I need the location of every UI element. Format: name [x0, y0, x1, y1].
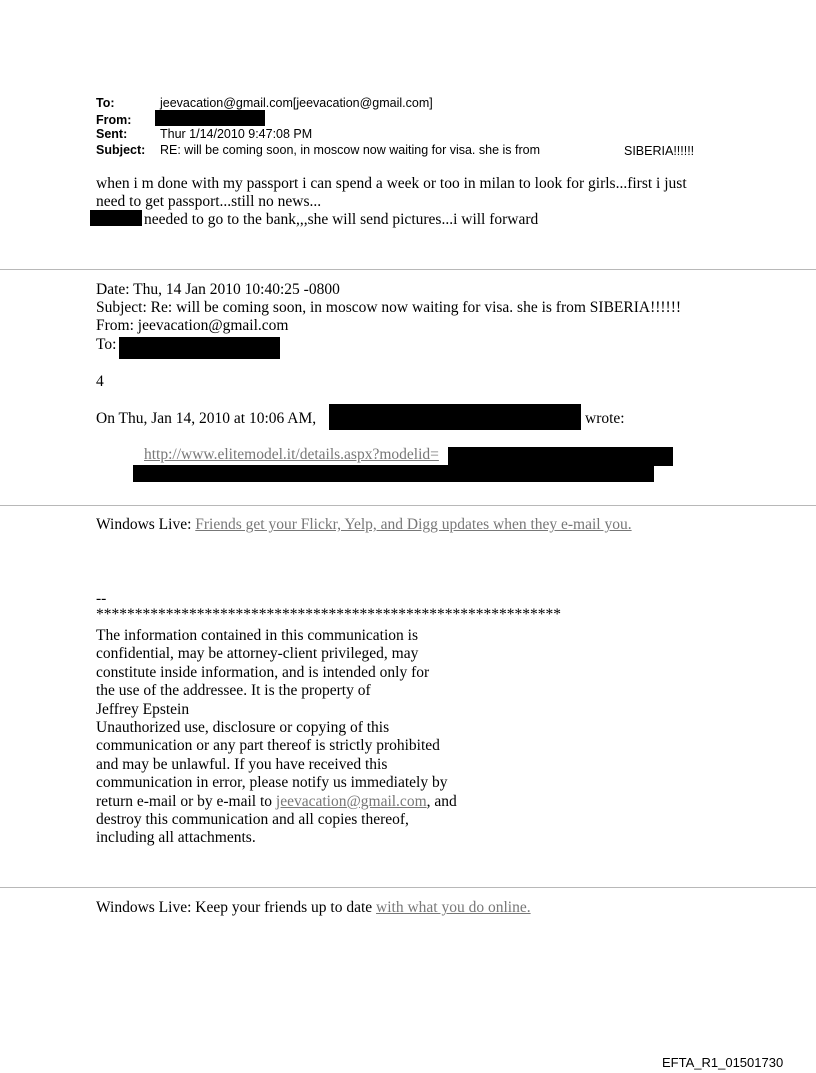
signature-stars: ************************************************************	[96, 606, 561, 623]
link-redaction-1	[448, 447, 673, 466]
windows-live-footer-1	[96, 516, 632, 534]
disclaimer-line: constitute inside information, and is intended only for	[96, 663, 430, 681]
disclaimer-line: The information contained in this communication is	[96, 627, 418, 644]
sender-redaction	[329, 404, 581, 430]
return-suffix: , and	[426, 792, 457, 810]
disclaimer-line: the use of the addressee. It is the property of	[96, 682, 371, 700]
disclaimer-line: Unauthorized use, disclosure or copying of this	[96, 719, 390, 737]
signature-dashes: --	[96, 590, 107, 607]
divider-3	[0, 887, 816, 888]
disclaimer-line: Jeffrey Epstein	[96, 700, 190, 718]
divider-1	[0, 269, 816, 270]
subject-value: RE: will be coming soon, in moscow now waiting for visa. she is from	[160, 143, 541, 157]
footer-1-link[interactable]: Friends get your Flickr, Yelp, and Digg updates when they e-mail you.	[195, 516, 632, 533]
to-redaction	[119, 337, 280, 359]
footer-2-link[interactable]: with what you do online.	[376, 899, 531, 916]
disclaimer-line: confidential, may be attorney-client privileged, may	[96, 645, 419, 663]
from-label: From:	[96, 113, 132, 127]
link-redaction-2	[133, 465, 654, 482]
quoted-on-prefix: On Thu, Jan 14, 2010 at 10:06 AM,	[96, 410, 317, 427]
disclaimer-line: including all attachments.	[96, 829, 256, 847]
elitemodel-link[interactable]: http://www.elitemodel.it/details.aspx?modelid=	[144, 446, 439, 463]
disclaimer-line: and may be unlawful. If you have received this	[96, 755, 388, 773]
to-label: To:	[96, 96, 115, 110]
disclaimer-return-line	[96, 793, 457, 811]
windows-live-footer-2	[96, 899, 531, 917]
quoted-date: Date: Thu, 14 Jan 2010 10:40:25 -0800	[96, 281, 340, 298]
body-line-1: when i m done with my passport i can spend a week or too in milan to look for girls...first i just	[96, 175, 687, 192]
quoted-wrote: wrote:	[585, 410, 625, 427]
disclaimer-line: destroy this communication and all copies thereof,	[96, 811, 409, 829]
body-line-3: needed to go to the bank,,,she will send pictures...i will forward	[144, 211, 539, 228]
disclaimer-email-link[interactable]: jeevacation@gmail.com	[275, 792, 427, 810]
disclaimer	[96, 627, 457, 848]
quoted-subject: Subject: Re: will be coming soon, in moscow now waiting for visa. she is from SIBERIA!!!!!!	[96, 299, 682, 316]
body-line-2: need to get passport...still no news...	[96, 193, 322, 210]
sent-value: Thur 1/14/2010 9:47:08 PM	[160, 127, 313, 141]
footer-1-prefix: Windows Live:	[96, 516, 196, 533]
to-value: jeevacation@gmail.com[jeevacation@gmail.com]	[160, 96, 433, 110]
body-redaction	[90, 210, 142, 226]
quoted-to-label: To:	[96, 336, 117, 353]
document-id: EFTA_R1_01501730	[662, 1055, 784, 1070]
return-prefix: return e-mail or by e-mail to	[96, 792, 276, 810]
quoted-from: From: jeevacation@gmail.com	[96, 317, 289, 334]
disclaimer-line: communication in error, please notify us immediately by	[96, 774, 448, 792]
sent-label: Sent:	[96, 127, 128, 141]
quoted-number: 4	[96, 373, 104, 390]
disclaimer-line: communication or any part thereof is strictly prohibited	[96, 737, 440, 755]
subject-tail: SIBERIA!!!!!!	[624, 144, 695, 158]
divider-2	[0, 505, 816, 506]
subject-label: Subject:	[96, 143, 146, 157]
from-redaction	[155, 110, 265, 126]
footer-2-prefix: Windows Live: Keep your friends up to date	[96, 899, 377, 916]
